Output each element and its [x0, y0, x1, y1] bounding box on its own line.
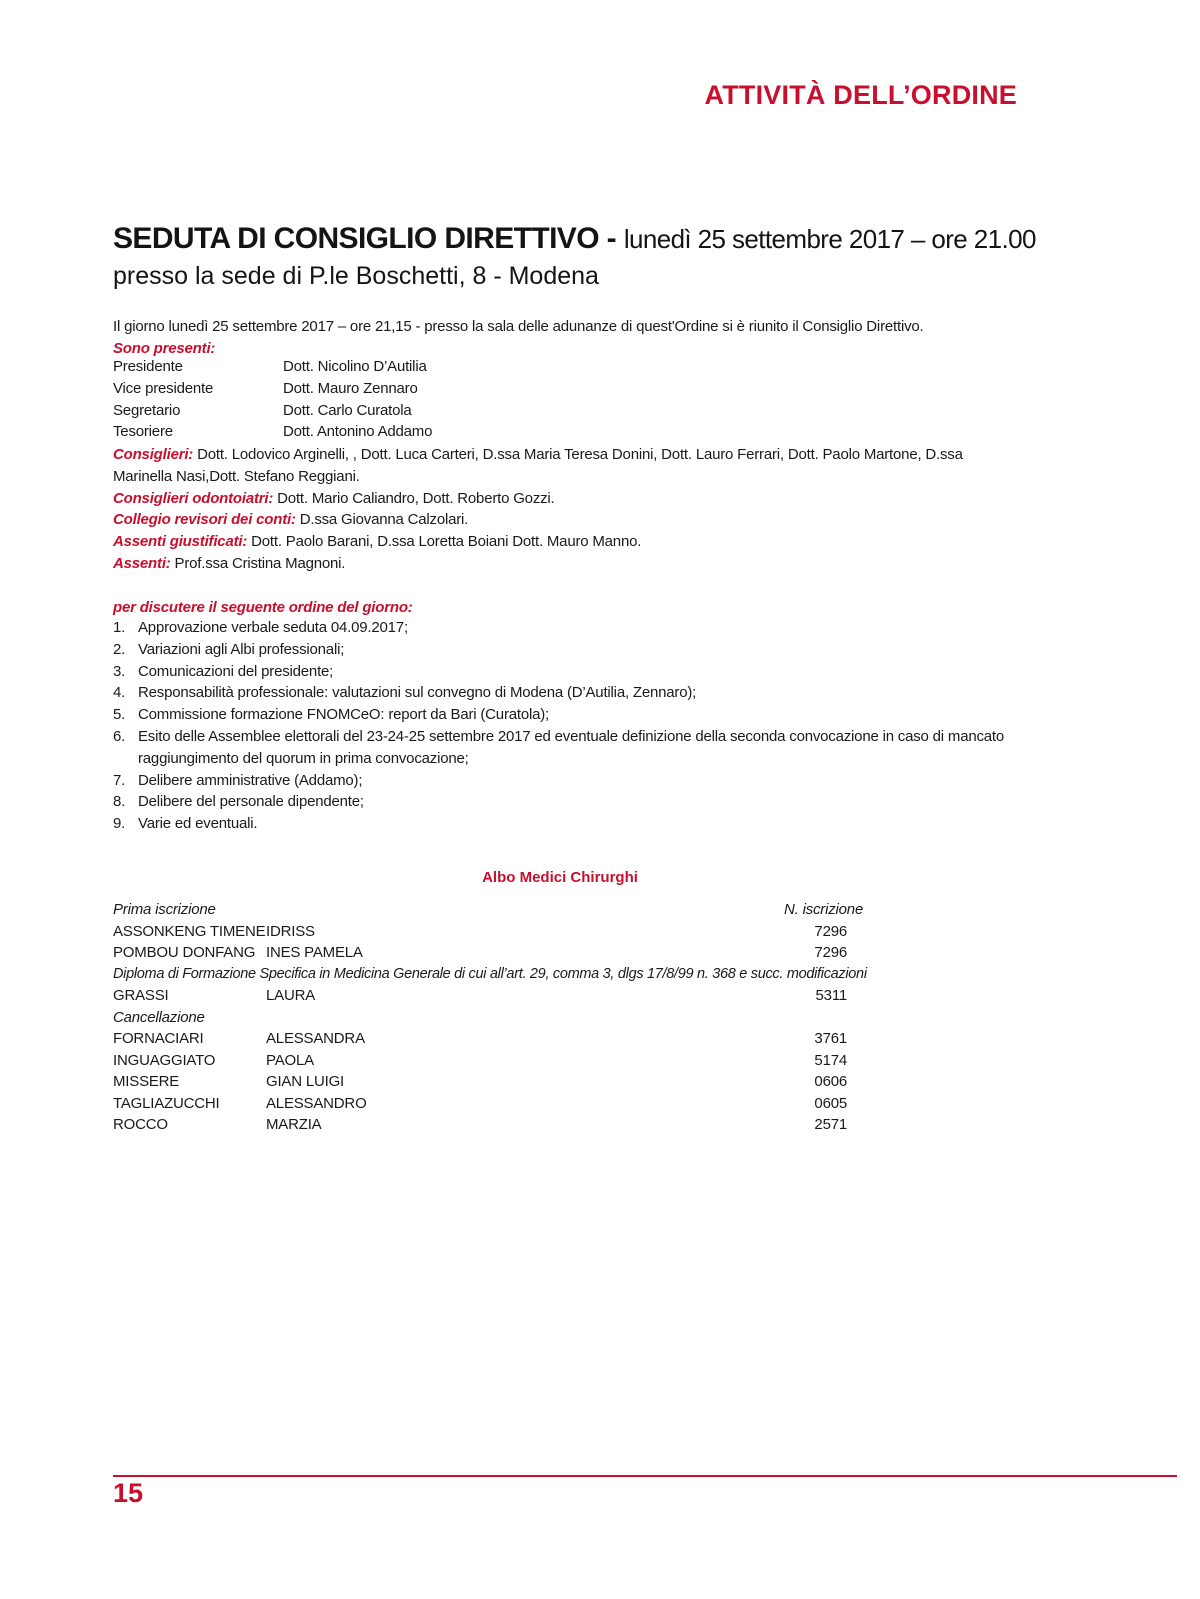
table-row [113, 985, 1018, 1007]
first-registration-label: Prima iscrizione [113, 901, 216, 918]
officer-name: Dott. Mauro Zennaro [283, 379, 418, 397]
group-label: Assenti: [113, 554, 171, 572]
agenda-text: Varie ed eventuali. [138, 815, 258, 833]
name-cell: ALESSANDRO [266, 1094, 367, 1112]
surname-cell: GRASSI [113, 987, 169, 1004]
agenda-item [113, 791, 1018, 813]
officer-name: Dott. Antonino Addamo [283, 423, 433, 441]
agenda-item [113, 726, 1018, 770]
officers-list [113, 356, 713, 443]
name-cell: GIAN LUIGI [266, 1073, 345, 1090]
group-text: Dott. Mario Caliandro, Dott. Roberto Gozzi. [273, 489, 555, 507]
surname-cell: MISSERE [113, 1073, 180, 1090]
table-row [113, 1050, 1018, 1072]
albo-title: Albo Medici Chirurghi [482, 869, 638, 886]
group-consiglieri [113, 444, 1018, 488]
number-cell: 5174 [814, 1051, 847, 1069]
agenda-text: Delibere amministrative (Addamo); [138, 771, 363, 789]
agenda-text: Comunicazioni del presidente; [138, 662, 334, 680]
group-label: Consiglieri: [113, 446, 194, 463]
group-label: Collegio revisori dei conti: [113, 511, 296, 529]
officer-row [113, 400, 713, 422]
agenda-item [113, 813, 1018, 835]
name-cell: IDRISS [266, 922, 315, 940]
officer-row [113, 356, 713, 378]
surname-cell: FORNACIARI [113, 1030, 204, 1047]
cancellation-label [113, 1007, 1018, 1029]
number-cell: 7296 [814, 944, 847, 961]
group-text: Dott. Lodovico Arginelli, , Dott. Luca Carteri, D.ssa Maria Teresa Donini, Dott. Lauro Ferrari, Dott. Paolo Martone, D.ssa Marinella Nasi,Dott. Stefano Reggiani. [113, 446, 963, 485]
number-cell: 7296 [814, 922, 847, 940]
group-text: Dott. Paolo Barani, D.ssa Loretta Boiani Dott. Mauro Manno. [247, 533, 642, 551]
registry-table [113, 899, 1018, 1136]
name-cell: INES PAMELA [266, 944, 363, 961]
footer-divider [113, 1475, 1177, 1477]
officer-role: Segretario [113, 401, 181, 419]
officer-role: Presidente [113, 358, 183, 375]
group-text: Prof.ssa Cristina Magnoni. [170, 554, 346, 572]
name-cell: MARZIA [266, 1116, 322, 1133]
title-main: SEDUTA DI CONSIGLIO DIRETTIVO - [113, 222, 624, 255]
agenda-number: 7. [113, 771, 126, 789]
name-cell: PAOLA [266, 1051, 314, 1069]
group-label: Consiglieri odontoiatri: [113, 489, 274, 507]
group-assenti-giustificati [113, 531, 1018, 553]
title-location: presso la sede di P.le Boschetti, 8 - Modena [113, 262, 599, 290]
group-label: Assenti giustificati: [113, 533, 248, 551]
name-cell: LAURA [266, 987, 316, 1004]
attendance-groups [113, 444, 1018, 575]
officer-row [113, 421, 713, 443]
number-cell: 0605 [814, 1094, 847, 1112]
table-row [113, 942, 1018, 964]
agenda-number: 3. [113, 662, 126, 680]
agenda-number: 5. [113, 706, 126, 724]
surname-cell: ROCCO [113, 1116, 168, 1133]
agenda-text: Commissione formazione FNOMCeO: report da Bari (Curatola); [138, 706, 550, 724]
surname-cell: TAGLIAZUCCHI [113, 1094, 220, 1112]
group-text: D.ssa Giovanna Calzolari. [295, 511, 469, 529]
group-odontoiatri [113, 488, 1018, 510]
surname-cell: ASSONKENG TIMENE [113, 922, 266, 940]
agenda-number: 9. [113, 815, 126, 833]
group-assenti [113, 553, 1018, 575]
agenda-number: 1. [113, 619, 126, 636]
number-cell: 2571 [814, 1116, 847, 1133]
agenda-text: Delibere del personale dipendente; [138, 793, 364, 811]
agenda-label: per discutere il seguente ordine del giorno: [113, 599, 413, 616]
registry-header-row [113, 899, 1018, 921]
page-title [113, 222, 1036, 256]
agenda-item [113, 639, 1018, 661]
table-row [113, 1028, 1018, 1050]
officer-name: Dott. Carlo Curatola [283, 401, 412, 419]
agenda-text: Responsabilità professionale: valutazioni sul convegno di Modena (D’Autilia, Zennaro); [138, 684, 697, 702]
agenda-item [113, 617, 1018, 639]
cancellation-label-text: Cancellazione [113, 1008, 205, 1026]
intro-paragraph: Il giorno lunedì 25 settembre 2017 – ore 21,15 - presso la sala delle adunanze di quest'Ordine si è riunito il Consiglio Direttivo. [113, 318, 924, 335]
table-row [113, 1071, 1018, 1093]
section-header: ATTIVITÀ DELL’ORDINE [704, 80, 1017, 110]
number-cell: 5311 [815, 987, 847, 1004]
agenda-number: 2. [113, 640, 126, 658]
number-cell: 0606 [814, 1073, 847, 1090]
officer-row [113, 378, 713, 400]
page-number: 15 [113, 1478, 144, 1508]
agenda-number: 4. [113, 684, 126, 702]
number-column-label: N. iscrizione [784, 901, 864, 918]
diploma-label: Diploma di Formazione Specifica in Medicina Generale di cui all’art. 29, comma 3, dlgs 17/8/99 n. 368 e succ. modificazioni [113, 965, 867, 982]
agenda-number: 6. [113, 727, 126, 745]
number-cell: 3761 [814, 1030, 847, 1047]
officer-role: Vice presidente [113, 379, 214, 397]
table-row [113, 921, 1018, 943]
agenda-item [113, 682, 1018, 704]
name-cell: ALESSANDRA [266, 1030, 365, 1047]
agenda-text: Variazioni agli Albi professionali; [138, 640, 345, 658]
officer-name: Dott. Nicolino D’Autilia [283, 358, 427, 375]
table-row [113, 1114, 1018, 1136]
present-label: Sono presenti: [113, 340, 216, 357]
agenda-item [113, 704, 1018, 726]
agenda-number: 8. [113, 793, 126, 811]
group-revisori [113, 509, 1018, 531]
agenda-item [113, 661, 1018, 683]
agenda-text: Esito delle Assemblee elettorali del 23-24-25 settembre 2017 ed eventuale definizione della seconda convocazione in caso di mancato raggiungimento del quorum in prima convocazione; [138, 727, 1005, 767]
surname-cell: POMBOU DONFANG [113, 944, 256, 961]
surname-cell: INGUAGGIATO [113, 1051, 216, 1069]
officer-role: Tesoriere [113, 423, 173, 441]
agenda-item [113, 770, 1018, 792]
agenda-list [113, 617, 1018, 835]
agenda-text: Approvazione verbale seduta 04.09.2017; [138, 619, 408, 636]
table-row [113, 1093, 1018, 1115]
title-date: lunedì 25 settembre 2017 – ore 21.00 [623, 224, 1036, 254]
